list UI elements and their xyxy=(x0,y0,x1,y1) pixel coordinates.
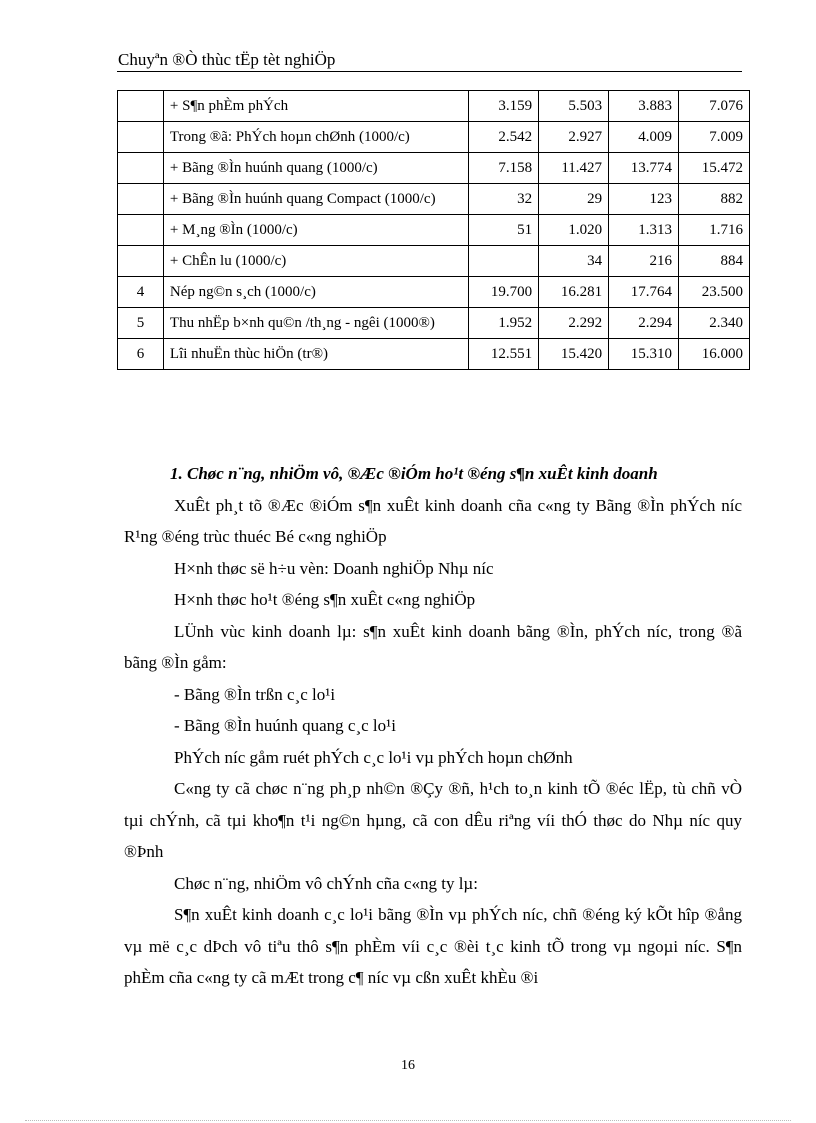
table-row xyxy=(118,215,750,246)
row-index-cell: 4 xyxy=(118,277,164,308)
row-label-cell: Trong ®ã: PhÝch hoµn chØnh (1000/c) xyxy=(163,122,468,153)
value-cell: 19.700 xyxy=(469,277,539,308)
table-row xyxy=(118,153,750,184)
value-cell: 16.000 xyxy=(679,339,750,370)
row-label-cell: Thu nhËp b×nh qu©n /th¸ng - ngêi (1000®) xyxy=(163,308,468,339)
paragraph-origin: XuÊt ph¸t tõ ®Æc ®iÓm s¶n xuÊt kinh doanh cña c«ng ty Bãng ®Ìn phÝch níc R¹ng ®éng trùc thuéc Bé c«ng nghiÖp xyxy=(124,495,742,546)
value-cell: 2.294 xyxy=(609,308,679,339)
table-row xyxy=(118,246,750,277)
row-index-cell: 6 xyxy=(118,339,164,370)
value-cell: 123 xyxy=(609,184,679,215)
paragraph-ownership: H×nh thøc së h÷u vèn: Doanh nghiÖp Nhµ níc xyxy=(174,558,494,578)
value-cell: 17.764 xyxy=(609,277,679,308)
value-cell: 2.927 xyxy=(539,122,609,153)
value-cell: 1.020 xyxy=(539,215,609,246)
value-cell: 11.427 xyxy=(539,153,609,184)
value-cell: 7.076 xyxy=(679,91,750,122)
value-cell: 29 xyxy=(539,184,609,215)
value-cell: 2.542 xyxy=(469,122,539,153)
paragraph-main-functions: Chøc n¨ng, nhiÖm vô chÝnh cña c«ng ty lµ: xyxy=(174,873,478,893)
footer-rule xyxy=(25,1120,791,1121)
page-number: 16 xyxy=(401,1058,415,1073)
value-cell: 216 xyxy=(609,246,679,277)
value-cell: 1.313 xyxy=(609,215,679,246)
value-cell: 7.158 xyxy=(469,153,539,184)
value-cell: 2.340 xyxy=(679,308,750,339)
paragraph-production: S¶n xuÊt kinh doanh c¸c lo¹i bãng ®Ìn vµ phÝch níc, chñ ®éng ký kÕt hîp ®ång vµ më c¸c dÞch vô tiªu thô s¶n phÈm víi c¸c ®èi t¸c kinh tÕ trong vµ ngoµi níc. S¶n phÈm cña c«ng ty cã mÆt trong c¶ níc vµ cßn xuÊt khÈu ®i xyxy=(124,905,742,987)
list-item-round-bulbs: - Bãng ®Ìn trßn c¸c lo¹i xyxy=(174,684,336,704)
row-index-cell xyxy=(118,215,164,246)
row-label-cell: + Bãng ®Ìn huúnh quang Compact (1000/c) xyxy=(163,184,468,215)
paragraph-flasks: PhÝch níc gåm ruét phÝch c¸c lo¹i vµ phÝch hoµn chØnh xyxy=(174,747,573,767)
header-rule xyxy=(117,71,742,72)
value-cell: 12.551 xyxy=(469,339,539,370)
row-label-cell: + Bãng ®Ìn huúnh quang (1000/c) xyxy=(163,153,468,184)
table-row xyxy=(118,122,750,153)
value-cell: 884 xyxy=(679,246,750,277)
value-cell: 7.009 xyxy=(679,122,750,153)
value-cell: 16.281 xyxy=(539,277,609,308)
value-cell: 32 xyxy=(469,184,539,215)
row-label-cell: + ChÊn lu (1000/c) xyxy=(163,246,468,277)
value-cell: 882 xyxy=(679,184,750,215)
table-row xyxy=(118,308,750,339)
value-cell: 5.503 xyxy=(539,91,609,122)
value-cell: 15.420 xyxy=(539,339,609,370)
paragraph-business-field: LÜnh vùc kinh doanh lµ: s¶n xuÊt kinh doanh bãng ®Ìn, phÝch níc, trong ®ã bãng ®Ìn gåm: xyxy=(124,621,742,672)
table-row xyxy=(118,339,750,370)
row-label-cell: Lîi nhuËn thùc hiÖn (tr®) xyxy=(163,339,468,370)
row-label-cell: Nép ng©n s¸ch (1000/c) xyxy=(163,277,468,308)
table-row xyxy=(118,91,750,122)
value-cell: 15.310 xyxy=(609,339,679,370)
row-label-cell: + M¸ng ®Ìn (1000/c) xyxy=(163,215,468,246)
row-index-cell xyxy=(118,153,164,184)
value-cell: 1.952 xyxy=(469,308,539,339)
row-index-cell xyxy=(118,184,164,215)
value-cell: 15.472 xyxy=(679,153,750,184)
section-heading: 1. Chøc n¨ng, nhiÖm vô, ®Æc ®iÓm ho¹t ®éng s¶n xuÊt kinh doanh xyxy=(170,464,658,483)
value-cell: 3.883 xyxy=(609,91,679,122)
row-index-cell: 5 xyxy=(118,308,164,339)
page-header-title: Chuyªn ®Ò thùc tËp tèt nghiÖp xyxy=(118,50,336,69)
table-row xyxy=(118,184,750,215)
table-row xyxy=(118,277,750,308)
value-cell: 3.159 xyxy=(469,91,539,122)
row-label-cell: + S¶n phÈm phÝch xyxy=(163,91,468,122)
value-cell: 34 xyxy=(539,246,609,277)
body-text xyxy=(124,458,742,994)
value-cell: 2.292 xyxy=(539,308,609,339)
statistics-table xyxy=(117,90,750,370)
value-cell: 23.500 xyxy=(679,277,750,308)
row-index-cell xyxy=(118,122,164,153)
value-cell: 4.009 xyxy=(609,122,679,153)
value-cell xyxy=(469,246,539,277)
paragraph-operation: H×nh thøc ho¹t ®éng s¶n xuÊt c«ng nghiÖp xyxy=(174,590,476,609)
value-cell: 1.716 xyxy=(679,215,750,246)
paragraph-legal-status: C«ng ty cã chøc n¨ng ph¸p nh©n ®Çy ®ñ, h¹ch to¸n kinh tÕ ®éc lËp, tù chñ vÒ tµi chÝnh, cã tµi kho¶n t¹i ng©n hµng, cã con dÊu riªng víi thÓ thøc do Nhµ níc quy ®Þnh xyxy=(124,779,742,861)
row-index-cell xyxy=(118,246,164,277)
value-cell: 51 xyxy=(469,215,539,246)
value-cell: 13.774 xyxy=(609,153,679,184)
row-index-cell xyxy=(118,91,164,122)
list-item-fluorescent: - Bãng ®Ìn huúnh quang c¸c lo¹i xyxy=(174,716,396,735)
